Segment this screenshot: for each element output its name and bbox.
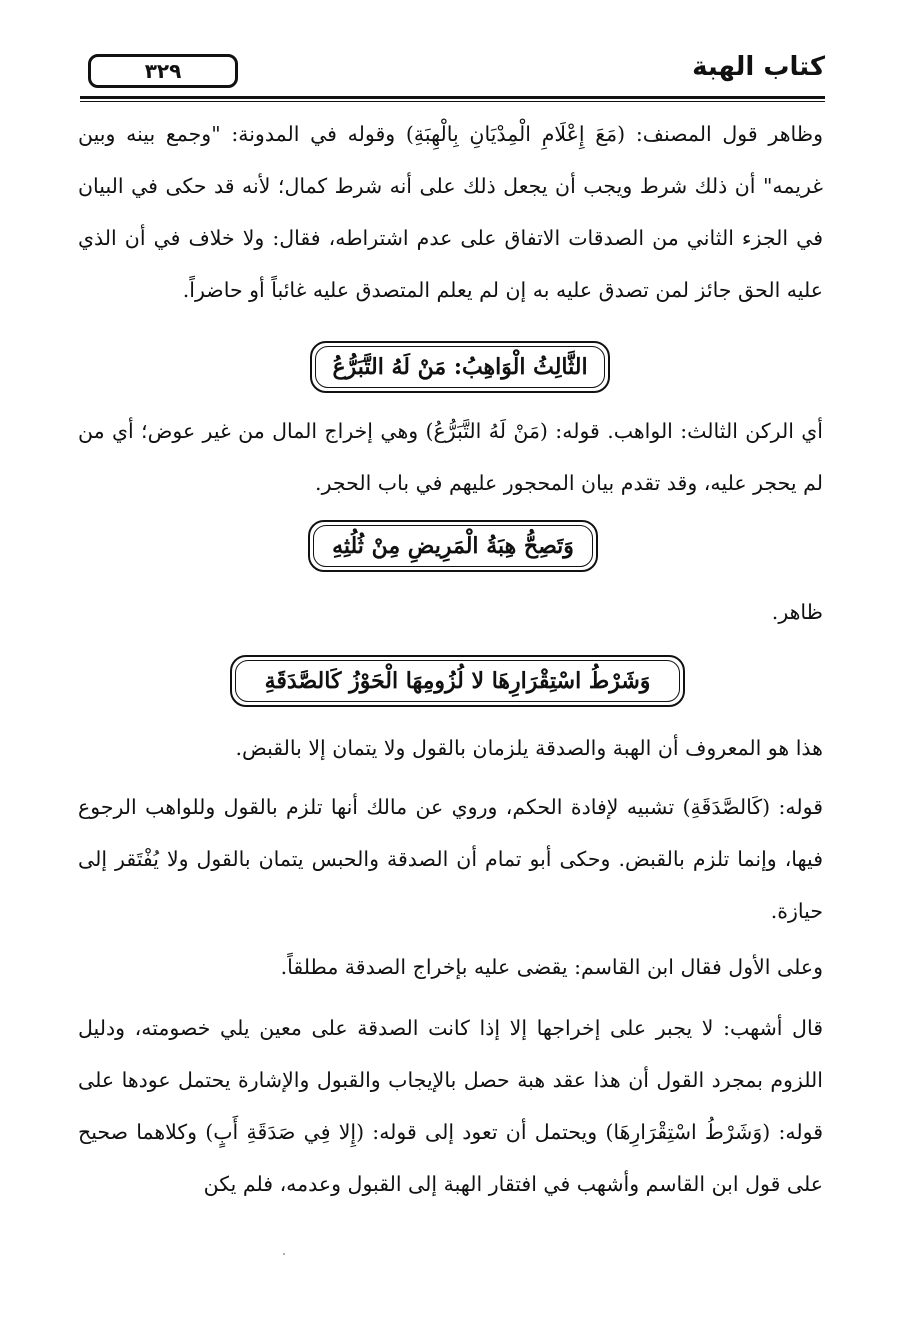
page-header <box>80 48 825 98</box>
stray-mark <box>283 1253 285 1255</box>
page-number: ٣٢٩ <box>88 54 238 88</box>
section-heading-3-text: وَشَرْطُ اسْتِقْرَارِهَا لا لُزُومِهَا الْحَوْزُ كَالصَّدَقَةِ <box>264 668 651 694</box>
paragraph-5: قوله: (كَالصَّدَقَةِ) تشبيه لإفادة الحكم، وروي عن مالك أنها تلزم بالقول وللواهب الرجوع فيها، وإنما تلزم بالقبض. وحكى أبو تمام أن الصدقة والحبس يتمان بالقول ولا يُفْتَقر إلى حيازة. <box>78 795 823 923</box>
section-heading-2 <box>308 520 598 572</box>
section-heading-2-text: وَتَصِحُّ هِبَةُ الْمَرِيضِ مِنْ ثُلُثِهِ <box>332 533 574 559</box>
paragraph-7: قال أشهب: لا يجبر على إخراجها إلا إذا كانت الصدقة على معين يلي خصومته، ودليل اللزوم بمجرد القول أن هذا عقد هبة حصل بالإيجاب والقبول والإشارة يحتمل عودها على قوله: (وَشَرْطُ اسْتِقْرَارِهَا) ويحتمل أن تعود إلى قوله: (إِلا فِي صَدَقَةِ أَبٍ) وكلاهما صحيح على قول ابن القاسم وأشهب في افتقار الهبة إلى القبول وعدمه، فلم يكن <box>78 1016 823 1196</box>
header-rule <box>80 96 825 99</box>
section-heading-3 <box>230 655 685 707</box>
paragraph-3: ظاهر. <box>771 600 823 624</box>
section-heading-1 <box>310 341 610 393</box>
header-rule-thin <box>80 101 825 102</box>
paragraph-6: وعلى الأول فقال ابن القاسم: يقضى عليه بإخراج الصدقة مطلقاً. <box>280 955 823 979</box>
paragraph-1: وظاهر قول المصنف: (مَعَ إِعْلَامِ الْمِدْيَانِ بِالْهِبَةِ) وقوله في المدونة: "وجمع بينه وبين غريمه" أن ذلك شرط ويجب أن يجعل ذلك على أنه شرط كمال؛ لأنه قد حكى في البيان في الجزء الثاني من الصدقات الاتفاق على عدم اشتراطه، فقال: ولا خلاف في أن الذي عليه الحق جائز لمن تصدق عليه به إن لم يعلم المتصدق عليه غائباً أو حاضراً. <box>78 122 823 302</box>
book-title: كتاب الهبة <box>692 52 825 82</box>
section-heading-1-text: الثَّالِثُ الْوَاهِبُ: مَنْ لَهُ التَّبَرُّعُ <box>332 354 588 380</box>
paragraph-2: أي الركن الثالث: الواهب. قوله: (مَنْ لَهُ التَّبَرُّعُ) وهي إخراج المال من غير عوض؛ أي من لم يحجر عليه، وقد تقدم بيان المحجور عليهم في باب الحجر. <box>78 419 823 495</box>
paragraph-4: هذا هو المعروف أن الهبة والصدقة يلزمان بالقول ولا يتمان إلا بالقبض. <box>235 736 823 760</box>
